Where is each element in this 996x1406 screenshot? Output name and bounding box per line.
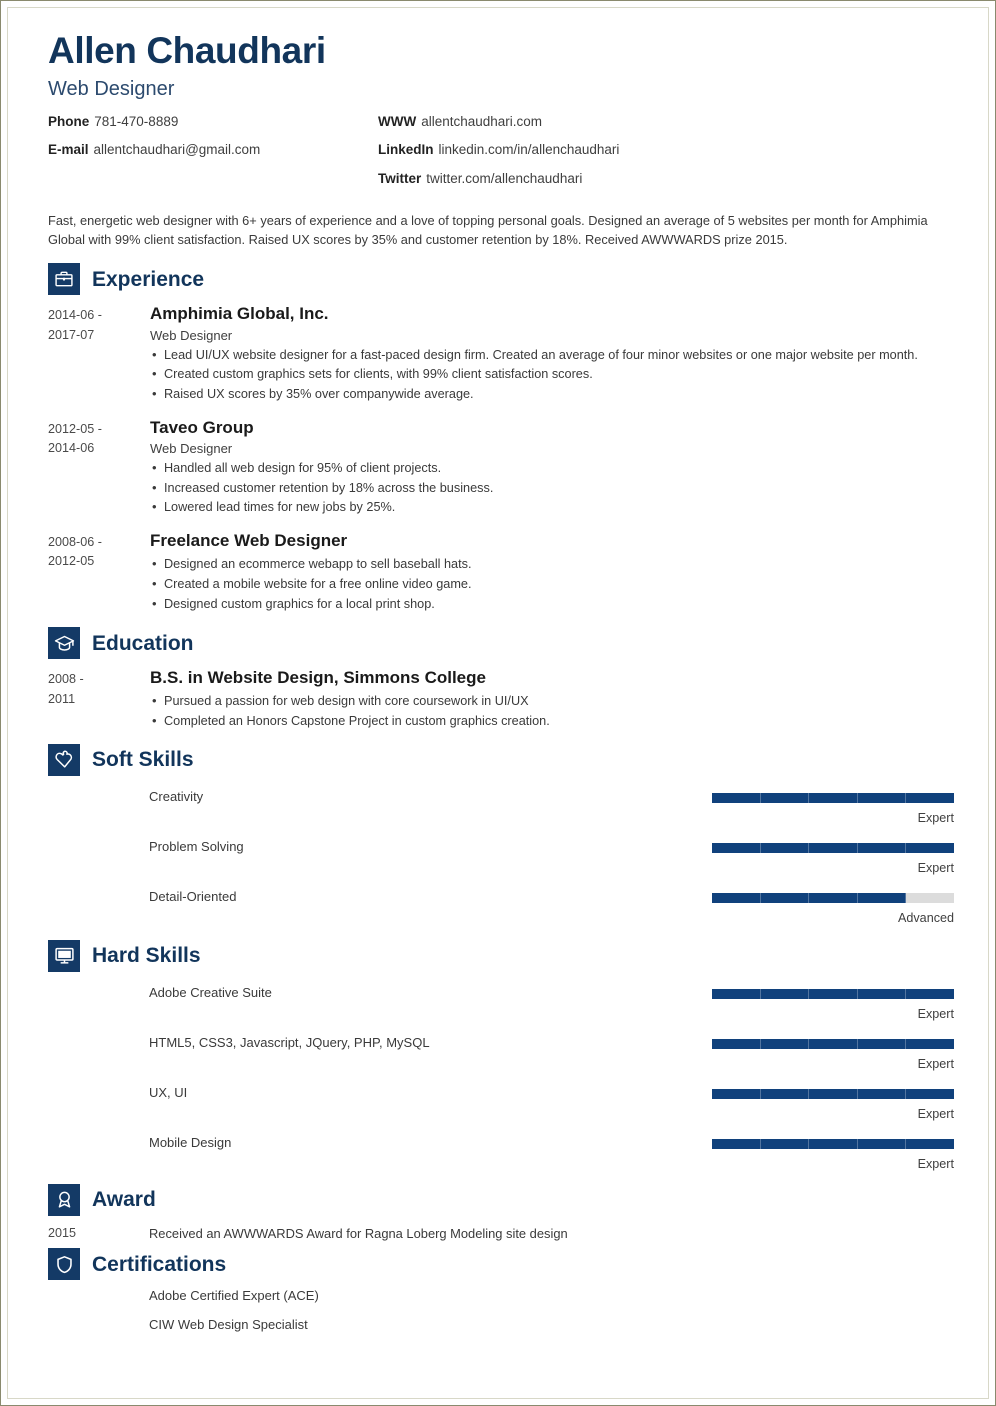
skill-name: Creativity — [149, 788, 204, 804]
resume-content — [7, 7, 989, 1399]
skill-bar-ticks — [712, 793, 954, 803]
section-title-experience: Experience — [92, 267, 205, 291]
award-year: 2015 — [48, 1225, 77, 1240]
skill-row — [48, 884, 954, 934]
award-medal-icon — [48, 1184, 80, 1216]
professional-summary: Fast, energetic web designer with 6+ years of experience and a love of topping personal goals. Designed an average of 5 websites per month for Amphimia Global with 99% client satisfaction. Raised UX scores by 35% and customer retention by 18%. Received AWWWARDS prize 2015. — [48, 213, 928, 247]
contact-email-label: E-mail — [48, 142, 89, 158]
bullet-item: • Lowered lead times for new jobs by 25%. — [150, 498, 950, 517]
skill-name: Problem Solving — [149, 838, 244, 854]
skill-bar-track — [712, 793, 954, 803]
skill-bar-track — [712, 989, 954, 999]
skill-level-label: Expert — [917, 810, 954, 825]
entry-date-to: 2012-05 — [48, 554, 95, 569]
contact-linkedin-value[interactable]: linkedin.com/in/allenchaudhari — [438, 142, 620, 158]
bullet-item: • Increased customer retention by 18% across the business. — [150, 479, 950, 498]
skill-row — [48, 834, 954, 884]
skill-bar-ticks — [712, 1089, 954, 1099]
skill-level-label: Expert — [917, 1156, 954, 1171]
skill-bar-track — [712, 1139, 954, 1149]
skill-level-label: Advanced — [897, 910, 954, 925]
skill-bar-ticks — [712, 843, 954, 853]
contact-twitter-label: Twitter — [378, 170, 422, 186]
contact-column-left — [48, 115, 378, 201]
skill-name: Mobile Design — [149, 1134, 232, 1150]
section-title-hard-skills: Hard Skills — [92, 944, 201, 968]
skill-bar-track — [712, 1039, 954, 1049]
skill-name: Adobe Creative Suite — [149, 984, 272, 1000]
section-header-certifications — [48, 1248, 954, 1280]
contact-phone-label: Phone — [48, 113, 90, 129]
entry-role: Web Designer — [150, 440, 233, 456]
certification-item: Adobe Certified Expert (ACE) — [149, 1288, 319, 1304]
heart-puzzle-icon — [48, 744, 80, 776]
skill-level-label: Expert — [917, 1056, 954, 1071]
skill-meter — [608, 1030, 954, 1071]
bullet-item: • Pursued a passion for web design with core coursework in UI/UX — [150, 692, 950, 711]
entry-body — [149, 417, 954, 518]
section-header-education — [48, 627, 954, 659]
certification-item: CIW Web Design Specialist — [149, 1317, 308, 1333]
entry-dates — [48, 530, 149, 614]
award-entry — [48, 1224, 954, 1243]
skill-meter — [608, 980, 954, 1021]
experience-entry — [48, 530, 954, 614]
entry-organization: B.S. in Website Design, Simmons College — [150, 668, 486, 688]
entry-role: Web Designer — [150, 327, 233, 343]
bullet-item: • Created a mobile website for a free online video game. — [150, 575, 950, 594]
bullet-item: • Designed custom graphics for a local print shop. — [150, 595, 950, 614]
skill-level-label: Expert — [917, 1006, 954, 1021]
entry-organization: Freelance Web Designer — [150, 530, 348, 550]
education-entry — [48, 667, 954, 732]
entry-organization: Taveo Group — [150, 417, 254, 437]
resume-header — [42, 32, 954, 200]
monitor-icon — [48, 940, 80, 972]
entry-body — [149, 667, 954, 732]
skill-bar-track — [712, 843, 954, 853]
contact-info — [48, 115, 954, 201]
contact-phone — [48, 115, 378, 129]
contact-twitter-value[interactable]: twitter.com/allenchaudhari — [426, 170, 583, 186]
graduation-cap-icon — [48, 627, 80, 659]
skill-name: UX, UI — [149, 1084, 188, 1100]
contact-email — [48, 143, 378, 157]
shield-icon — [48, 1248, 80, 1280]
skill-name: HTML5, CSS3, Javascript, JQuery, PHP, MySQL — [149, 1034, 430, 1050]
entry-dates — [48, 417, 149, 518]
skill-meter — [608, 884, 954, 925]
skill-row — [48, 784, 954, 834]
skill-bar-ticks — [712, 1039, 954, 1049]
entry-date-from: 2008-06 - — [48, 534, 102, 549]
skill-meter — [608, 834, 954, 875]
contact-linkedin-label: LinkedIn — [378, 142, 434, 158]
contact-twitter — [378, 172, 619, 186]
experience-entry — [48, 417, 954, 518]
candidate-job-title: Web Designer — [48, 77, 175, 100]
skill-bar-ticks — [712, 1139, 954, 1149]
bullet-item: • Completed an Honors Capstone Project in custom graphics creation. — [150, 712, 950, 731]
contact-phone-value: 781-470-8889 — [94, 113, 179, 129]
experience-entry — [48, 303, 954, 404]
section-title-education: Education — [92, 631, 194, 655]
skill-row — [48, 980, 954, 1030]
contact-column-right — [378, 115, 619, 201]
skill-level-label: Expert — [917, 1106, 954, 1121]
section-title-certifications: Certifications — [92, 1252, 227, 1276]
bullet-item: • Lead UI/UX website designer for a fast-paced design firm. Created an average of four minor websites or one major website per month. — [150, 346, 950, 365]
entry-date-from: 2012-05 - — [48, 421, 102, 436]
skill-meter — [608, 1080, 954, 1121]
skill-row — [48, 1080, 954, 1130]
entry-body — [149, 530, 954, 614]
entry-date-from: 2008 - — [48, 672, 84, 687]
entry-dates — [48, 667, 149, 732]
section-header-soft-skills — [48, 744, 954, 776]
skill-name: Detail-Oriented — [149, 888, 237, 904]
entry-body — [149, 303, 954, 404]
entry-date-from: 2014-06 - — [48, 308, 102, 323]
contact-www-label: WWW — [378, 113, 417, 129]
skill-level-label: Expert — [917, 860, 954, 875]
skill-bar-ticks — [712, 989, 954, 999]
section-header-hard-skills — [48, 940, 954, 972]
skill-bar-track — [712, 893, 954, 903]
briefcase-icon — [48, 263, 80, 295]
skill-bar-ticks — [712, 893, 954, 903]
bullet-item: • Raised UX scores by 35% over companywide average. — [150, 385, 950, 404]
bullet-item: • Designed an ecommerce webapp to sell baseball hats. — [150, 555, 950, 574]
entry-bullets — [150, 692, 954, 730]
bullet-item: • Handled all web design for 95% of client projects. — [150, 459, 950, 478]
skill-row — [48, 1030, 954, 1080]
entry-bullets — [150, 459, 954, 517]
section-title-soft-skills: Soft Skills — [92, 748, 194, 772]
contact-www — [378, 115, 619, 129]
contact-www-value[interactable]: allentchaudhari.com — [421, 113, 543, 129]
entry-bullets — [150, 555, 954, 613]
skill-meter — [608, 784, 954, 825]
entry-dates — [48, 303, 149, 404]
skill-meter — [608, 1130, 954, 1171]
entry-bullets — [150, 346, 954, 404]
section-header-experience — [48, 263, 954, 295]
entry-date-to: 2014-06 — [48, 441, 95, 456]
entry-date-to: 2017-07 — [48, 327, 95, 342]
bullet-item: • Created custom graphics sets for clients, with 99% client satisfaction scores. — [150, 365, 950, 384]
award-description: Received an AWWWARDS Award for Ragna Loberg Modeling site design — [149, 1225, 568, 1241]
entry-date-to: 2011 — [48, 691, 76, 706]
candidate-name: Allen Chaudhari — [48, 30, 326, 71]
skill-row — [48, 1130, 954, 1180]
section-title-award: Award — [92, 1188, 156, 1212]
contact-linkedin — [378, 143, 619, 157]
skill-bar-track — [712, 1089, 954, 1099]
section-header-award — [48, 1184, 954, 1216]
contact-email-value: allentchaudhari@gmail.com — [93, 142, 261, 158]
entry-organization: Amphimia Global, Inc. — [150, 304, 329, 324]
